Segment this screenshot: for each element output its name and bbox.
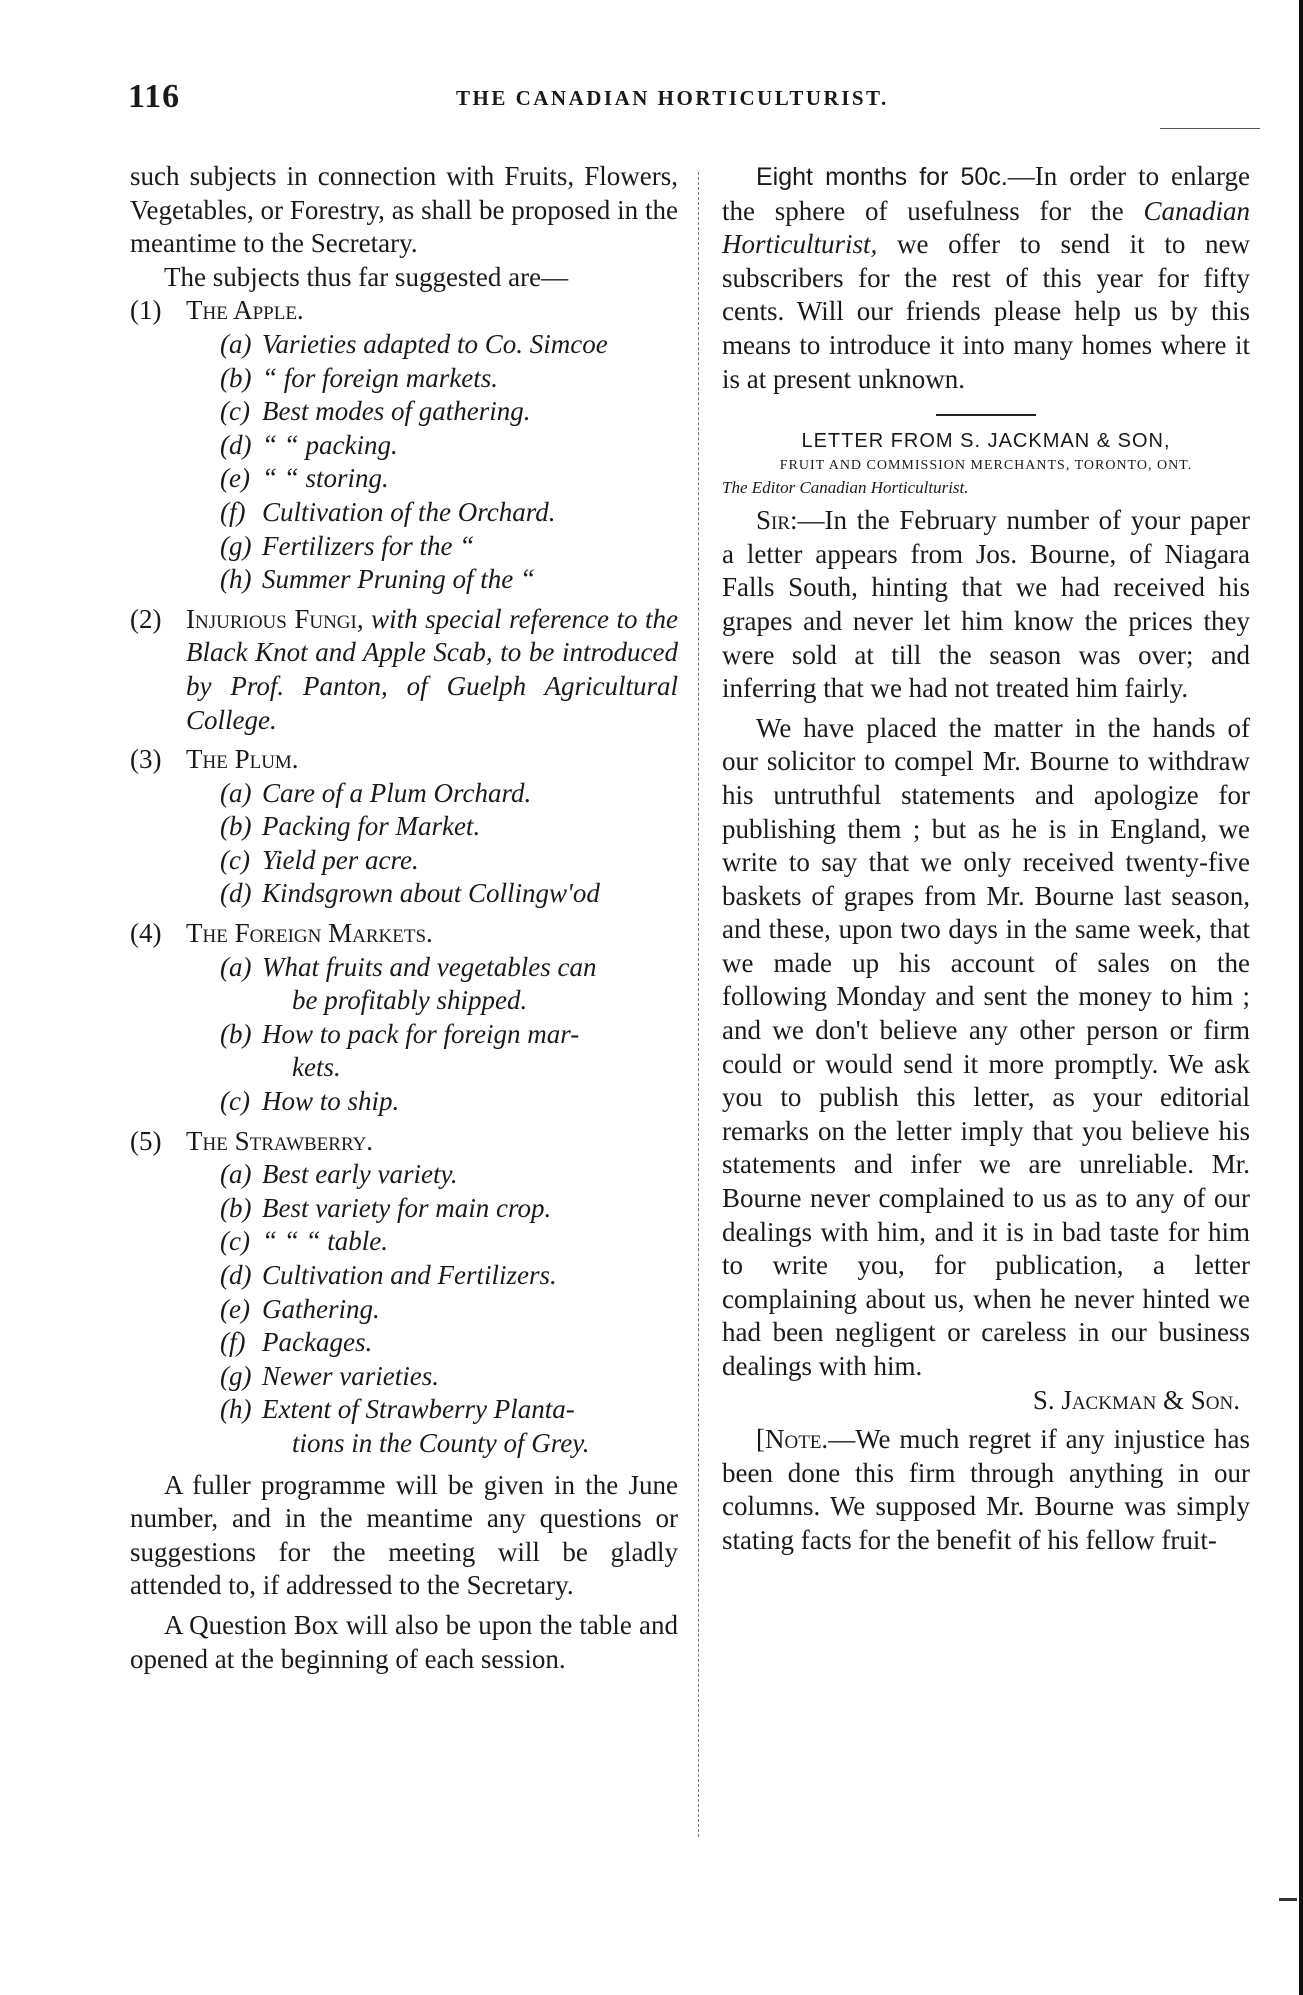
topic-number: (3)	[130, 744, 162, 775]
list-item-continuation: tions in the County of Grey.	[292, 1427, 590, 1458]
list-item: (g) Newer varieties.	[220, 1360, 439, 1391]
editor-note: [Note.—We much regret if any injustice has been done this firm through anything in our columns. We supposed Mr. Bourne was simply stating facts for the benefit of his fellow fruit-	[722, 1424, 1250, 1555]
salutation: Sir	[756, 505, 791, 536]
list-item: (f) Packages.	[220, 1327, 373, 1358]
list-item: (c) Best modes of gathering.	[220, 396, 531, 427]
page-edge-shadow	[1299, 0, 1303, 1995]
topic-title: The Strawberry.	[186, 1125, 374, 1156]
topic-number: (5)	[130, 1125, 162, 1156]
list-item: (h) Extent of Strawberry Planta-	[220, 1394, 575, 1425]
topic-apple	[130, 294, 678, 328]
topic-fungi	[130, 603, 678, 737]
list-item: (e) Gathering.	[220, 1293, 380, 1324]
left-column	[130, 160, 678, 1676]
topic-foreign-markets	[130, 917, 678, 951]
letter-paragraph: We have placed the matter in the hands of our solicitor to compel Mr. Bourne to withdraw his untruthful statements and apologize for publishing them ; but as he is in England, we write to say that we only received twenty-five baskets of grapes from Mr. Bourne last season, and these, upon two days in the same week, that we made up his account of sales on the following Monday and sent the money to him ; and we don't believe any other person or firm could or would send it more promptly. We ask you to publish this letter, as your editorial remarks on the letter imply that you believe his statements and infer we are unreliable. Mr. Bourne never complained to us as to any of our dealings with him, and it is in bad taste for him to write you, for publication, a letter complaining about us, when he never hinted we had been negligent or careless in our business dealings with him.	[722, 712, 1250, 1381]
offer-paragraph: Eight months for 50c.—In order to enlarge the sphere of usefulness for the Canadian Horticulturist, we offer to send it to new subscribers for the rest of this year for fifty cents. Will our friends please help us by this means to introduce it into many homes where it is at present unknown.	[722, 161, 1250, 394]
list-item: (d) “ “ packing.	[220, 429, 398, 460]
column-divider	[698, 172, 699, 1837]
letter-subtitle: FRUIT AND COMMISSION MERCHANTS, TORONTO, ONT.	[779, 458, 1193, 474]
page-number: 116	[128, 78, 181, 115]
list-item: (d) Cultivation and Fertilizers.	[220, 1260, 557, 1290]
intro-paragraph: such subjects in connection with Fruits, Flowers, Vegetables, or Forestry, as shall be proposed in the meantime to the Secretary.	[130, 161, 678, 259]
letter-signature: S. Jackman & Son.	[1032, 1384, 1240, 1415]
list-item: (g) Fertilizers for the “	[220, 530, 475, 561]
question-box-paragraph: A Question Box will also be upon the table and opened at the beginning of each session.	[130, 1609, 678, 1674]
topic-number: (2)	[130, 603, 162, 634]
list-item: (a) What fruits and vegetables can	[220, 951, 597, 982]
journal-name: Canadian Horticulturist,	[722, 195, 1250, 260]
list-item: (d) Kindsgrown about Collingw'od	[220, 878, 600, 909]
list-item: (f) Cultivation of the Orchard.	[220, 496, 556, 527]
letter-paragraph: Sir:—In the February number of your paper a letter appears from Jos. Bourne, of Niagara Falls South, hinting that we had received his grapes and never let him know the prices they were sold at till the season was over; and inferring that we had not treated him fairly.	[722, 505, 1250, 704]
topic-description: with special reference to the Black Knot and Apple Scab, to be introduced by Prof. Panton, of Guelph Agricultural College.	[186, 603, 678, 735]
topic-title: Injurious Fungi,	[186, 603, 364, 634]
list-item: (c) Yield per acre.	[220, 844, 419, 875]
topic-title: The Plum.	[186, 744, 299, 775]
letter-recipient: The Editor Canadian Horticulturist.	[722, 478, 969, 498]
scan-mark	[1279, 1898, 1297, 1901]
list-item: (a) Best early variety.	[220, 1159, 458, 1190]
header-rule	[1160, 128, 1260, 129]
list-item: (c) How to ship.	[220, 1086, 400, 1117]
topic-number: (1)	[130, 295, 162, 326]
topic-strawberry	[130, 1125, 678, 1159]
list-item-continuation: kets.	[292, 1052, 341, 1083]
subjects-intro: The subjects thus far suggested are—	[164, 261, 569, 292]
running-head: THE CANADIAN HORTICULTURIST.	[456, 86, 889, 110]
section-rule	[936, 414, 1036, 416]
topic-title: The Apple.	[186, 295, 304, 326]
list-item: (c) “ “ “ table.	[220, 1226, 389, 1257]
page-header	[128, 78, 1248, 118]
topic-number: (4)	[130, 918, 162, 949]
topic-plum	[130, 743, 678, 777]
list-item: (e) “ “ storing.	[220, 463, 389, 494]
offer-lead: Eight months for 50c.	[756, 163, 1008, 191]
list-item: (a) Varieties adapted to Co. Simcoe	[220, 328, 608, 359]
letter-title: LETTER FROM S. JACKMAN & SON,	[801, 430, 1171, 453]
right-column	[722, 160, 1250, 1558]
list-item: (a) Care of a Plum Orchard.	[220, 777, 532, 808]
topic-title: The Foreign Markets.	[186, 918, 433, 949]
list-item: (b) Best variety for main crop.	[220, 1192, 552, 1223]
list-item: (b) How to pack for foreign mar-	[220, 1018, 580, 1049]
list-item: (b) “ for foreign markets.	[220, 362, 498, 393]
closing-paragraph: A fuller programme will be given in the June number, and in the meantime any questions or suggestions for the meeting will be gladly attended to, if addressed to the Secretary.	[130, 1469, 678, 1601]
list-item-continuation: be profitably shipped.	[292, 985, 528, 1016]
list-item: (b) Packing for Market.	[220, 811, 481, 842]
list-item: (h) Summer Pruning of the “	[220, 564, 535, 595]
